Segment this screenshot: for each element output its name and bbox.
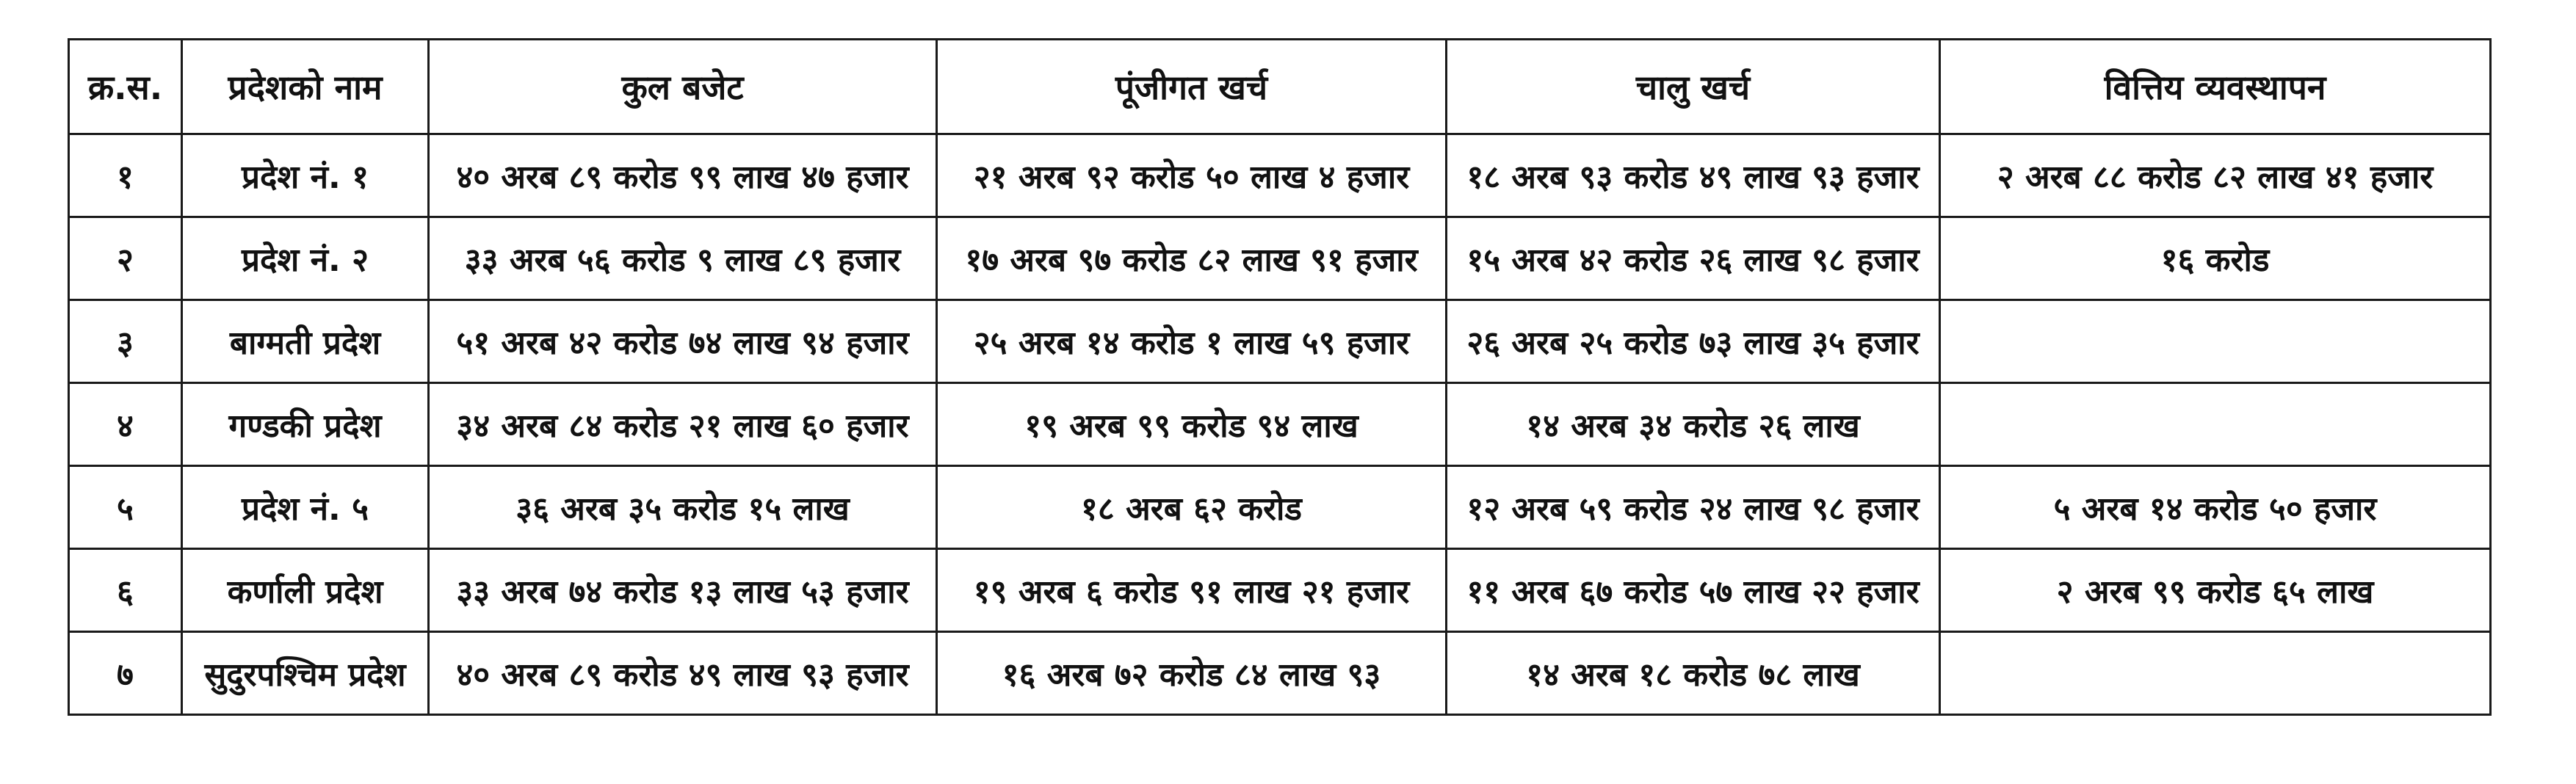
table-header (69, 40, 2491, 134)
budget-table-container (68, 38, 2489, 716)
cell-recurrent-expenditure: १४ अरब १८ करोड ७८ लाख (1447, 632, 1940, 715)
cell-financial-management (1940, 383, 2491, 466)
cell-total-budget: ३३ अरब ५६ करोड ९ लाख ८९ हजार (429, 217, 937, 300)
table-body (69, 134, 2491, 715)
cell-recurrent-expenditure: १२ अरब ५९ करोड २४ लाख ९८ हजार (1447, 466, 1940, 549)
cell-capital-expenditure: २५ अरब १४ करोड १ लाख ५९ हजार (937, 300, 1447, 383)
table-row (69, 466, 2491, 549)
cell-serial-number: ७ (69, 632, 182, 715)
cell-financial-management (1940, 300, 2491, 383)
header-financial-management: वित्तिय व्यवस्थापन (1940, 40, 2491, 134)
cell-province-name: गण्डकी प्रदेश (182, 383, 429, 466)
cell-capital-expenditure: १८ अरब ६२ करोड (937, 466, 1447, 549)
cell-serial-number: ३ (69, 300, 182, 383)
cell-recurrent-expenditure: १५ अरब ४२ करोड २६ लाख ९८ हजार (1447, 217, 1940, 300)
cell-recurrent-expenditure: ११ अरब ६७ करोड ५७ लाख २२ हजार (1447, 549, 1940, 632)
cell-province-name: प्रदेश नं. २ (182, 217, 429, 300)
table-row (69, 300, 2491, 383)
cell-recurrent-expenditure: २६ अरब २५ करोड ७३ लाख ३५ हजार (1447, 300, 1940, 383)
header-serial-number: क्र.स. (69, 40, 182, 134)
table-row (69, 549, 2491, 632)
cell-financial-management: २ अरब ९९ करोड ६५ लाख (1940, 549, 2491, 632)
cell-serial-number: ४ (69, 383, 182, 466)
cell-capital-expenditure: १६ अरब ७२ करोड ८४ लाख ९३ (937, 632, 1447, 715)
cell-financial-management: ५ अरब १४ करोड ५० हजार (1940, 466, 2491, 549)
cell-total-budget: ३६ अरब ३५ करोड १५ लाख (429, 466, 937, 549)
cell-total-budget: ३४ अरब ८४ करोड २१ लाख ६० हजार (429, 383, 937, 466)
cell-recurrent-expenditure: १८ अरब ९३ करोड ४९ लाख ९३ हजार (1447, 134, 1940, 217)
cell-capital-expenditure: १७ अरब ९७ करोड ८२ लाख ९१ हजार (937, 217, 1447, 300)
cell-province-name: कर्णाली प्रदेश (182, 549, 429, 632)
cell-province-name: प्रदेश नं. १ (182, 134, 429, 217)
cell-financial-management: २ अरब ८८ करोड ८२ लाख ४१ हजार (1940, 134, 2491, 217)
cell-capital-expenditure: १९ अरब ९९ करोड ९४ लाख (937, 383, 1447, 466)
cell-total-budget: ४० अरब ८९ करोड ४९ लाख ९३ हजार (429, 632, 937, 715)
cell-province-name: सुदुरपश्चिम प्रदेश (182, 632, 429, 715)
header-total-budget: कुल बजेट (429, 40, 937, 134)
cell-total-budget: ४० अरब ८९ करोड ९९ लाख ४७ हजार (429, 134, 937, 217)
header-capital-expenditure: पूंजीगत खर्च (937, 40, 1447, 134)
cell-serial-number: ६ (69, 549, 182, 632)
cell-financial-management (1940, 632, 2491, 715)
table-row (69, 217, 2491, 300)
cell-total-budget: ५१ अरब ४२ करोड ७४ लाख ९४ हजार (429, 300, 937, 383)
cell-province-name: प्रदेश नं. ५ (182, 466, 429, 549)
table-row (69, 632, 2491, 715)
header-recurrent-expenditure: चालु खर्च (1447, 40, 1940, 134)
cell-serial-number: ५ (69, 466, 182, 549)
cell-financial-management: १६ करोड (1940, 217, 2491, 300)
cell-recurrent-expenditure: १४ अरब ३४ करोड २६ लाख (1447, 383, 1940, 466)
header-row (69, 40, 2491, 134)
header-province-name: प्रदेशको नाम (182, 40, 429, 134)
cell-serial-number: २ (69, 217, 182, 300)
province-budget-table (68, 38, 2492, 716)
cell-total-budget: ३३ अरब ७४ करोड १३ लाख ५३ हजार (429, 549, 937, 632)
cell-capital-expenditure: १९ अरब ६ करोड ९१ लाख २१ हजार (937, 549, 1447, 632)
table-row (69, 383, 2491, 466)
cell-serial-number: १ (69, 134, 182, 217)
cell-capital-expenditure: २१ अरब ९२ करोड ५० लाख ४ हजार (937, 134, 1447, 217)
cell-province-name: बाग्मती प्रदेश (182, 300, 429, 383)
table-row (69, 134, 2491, 217)
